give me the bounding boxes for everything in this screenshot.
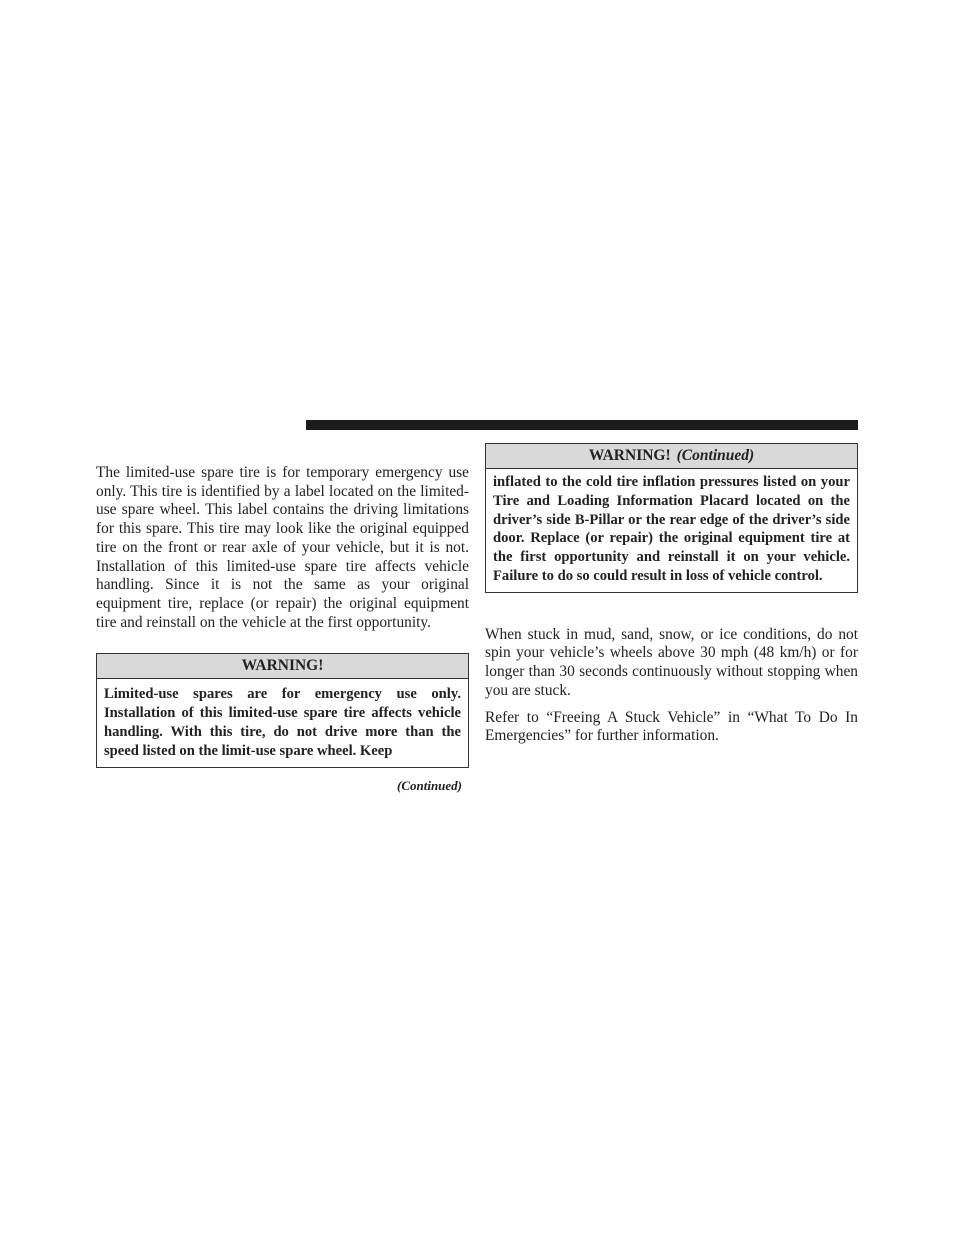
freeing-reference-paragraph: Refer to “Freeing A Stuck Vehicle” in “What To Do In Emergencies” for further information. (485, 708, 858, 745)
stuck-vehicle-paragraph: When stuck in mud, sand, snow, or ice conditions, do not spin your vehicle’s wheels above 30 mph (48 km/h) or for longer than 30 seconds continuously without stopping when you are stuck. (485, 625, 858, 699)
section-header-bar (306, 420, 858, 430)
warning-title: WARNING! (241, 657, 324, 675)
warning-header (97, 654, 468, 679)
right-column (485, 443, 858, 746)
warning-continued-box (485, 443, 858, 593)
warning-body: Limited-use spares are for emergency use only. Installation of this limited-use spare tire affects vehicle handling. With this tire, do not drive more than the speed listed on the limit-use spare wheel. Keep (104, 686, 461, 759)
warning-continued-header (486, 444, 857, 469)
spare-tire-paragraph: The limited-use spare tire is for temporary emergency use only. This tire is identified by a label located on the limited-use spare wheel. This label contains the driving limitations for this spare. This tire may look like the original equipped tire on the front or rear axle of your vehicle, but it is not. Installation of this limited-use spare tire affects vehicle handling. Since it is not the same as your original equipment tire, replace (or repair) the original equipment tire and reinstall on the vehicle at the first opportunity. (96, 464, 469, 631)
warning-continued-body: inflated to the cold tire inflation pressures listed on your Tire and Loading Information Placard located on the driver’s side B-Pillar or the rear edge of the driver’s side door. Replace (or repair) the original equipment tire at the first opportunity and reinstall it on your vehicle. Failure to do so could result in loss of vehicle control. (493, 474, 850, 584)
left-column (96, 464, 469, 794)
warning-continued-suffix: (Continued) (676, 447, 755, 464)
warning-continued-title: WARNING! (588, 447, 671, 464)
continued-label: (Continued) (396, 777, 462, 793)
warning-box (96, 653, 469, 767)
